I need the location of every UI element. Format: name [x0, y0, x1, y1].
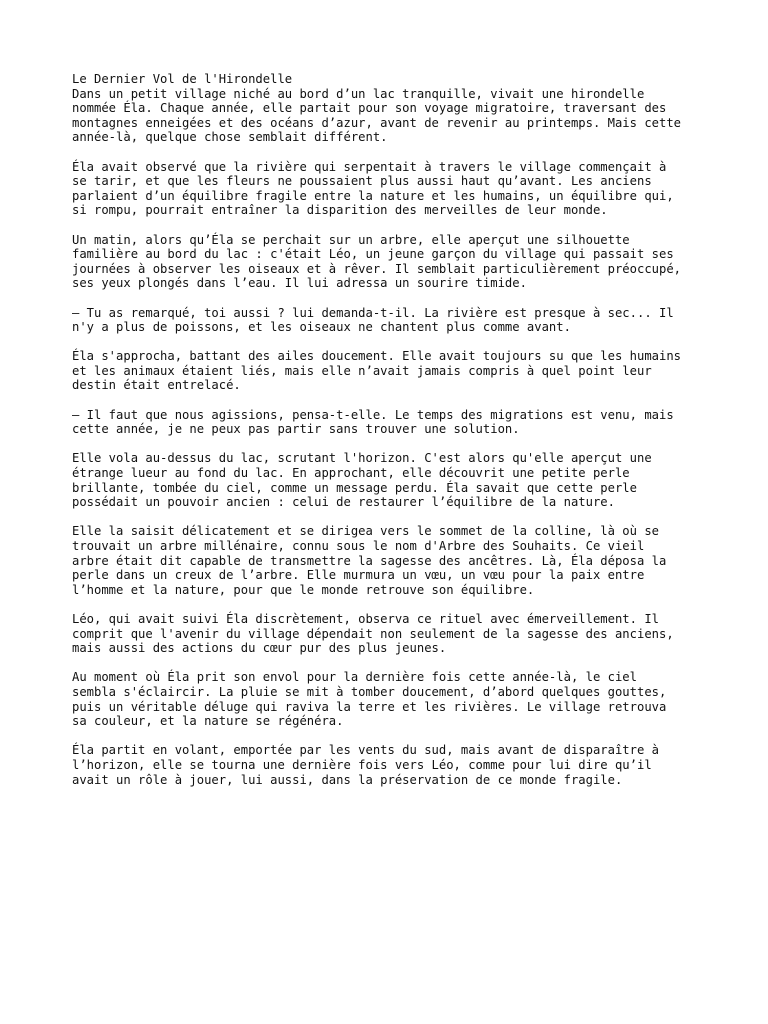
paragraph — [72, 408, 696, 437]
text-line: étrange lueur au fond du lac. En approchant, elle découvrit une petite perle — [72, 466, 630, 481]
paragraph — [72, 87, 696, 145]
text-line: trouvait un arbre millénaire, connu sous le nom d'Arbre des Souhaits. Ce vieil — [72, 539, 645, 553]
text-line: destin était entrelacé. — [72, 378, 241, 393]
text-line: se tarir, et que les fleurs ne poussaient plus aussi haut qu’avant. Les anciens — [72, 174, 652, 189]
paragraph — [72, 306, 696, 335]
text-line: Éla partit en volant, emportée par les vents du sud, mais avant de disparaître à — [72, 743, 659, 758]
text-line: Éla s'approcha, battant des ailes doucement. Elle avait toujours su que les humains — [72, 349, 682, 364]
text-line: familière au bord du lac : c'était Léo, un jeune garçon du village qui passait ses — [72, 247, 674, 262]
text-line: sembla s'éclaircir. La pluie se mit à tomber doucement, d’abord quelques gouttes, — [72, 684, 667, 699]
text-line: arbre était dit capable de transmettre la sagesse des ancêtres. Là, Éla déposa la — [72, 553, 667, 568]
document-body — [72, 87, 696, 788]
text-line: comprit que l'avenir du village dépendait non seulement de la sagesse des anciens, — [72, 626, 674, 641]
text-line: n'y a plus de poissons, et les oiseaux ne chantent plus comme avant. — [72, 320, 571, 335]
text-line: avait un rôle à jouer, lui aussi, dans la préservation de ce monde fragile. — [72, 772, 623, 787]
text-line: montagnes enneigées et des océans d’azur, avant de revenir au printemps. Mais cette — [72, 115, 682, 130]
text-line: parlaient d’un équilibre fragile entre la nature et les humains, un équilibre qui, — [72, 188, 674, 203]
text-line: sa couleur, et la nature se régénéra. — [72, 714, 344, 729]
paragraph — [72, 349, 696, 393]
paragraph — [72, 451, 696, 509]
text-line: Elle vola au-dessus du lac, scrutant l'horizon. C'est alors qu'elle aperçut une — [72, 451, 652, 466]
text-line: nommée Éla. Chaque année, elle partait pour son voyage migratoire, traversant des — [72, 101, 667, 116]
text-line: ses yeux plongés dans l’eau. Il lui adressa un sourire timide. — [72, 276, 527, 291]
document-page — [72, 72, 696, 802]
text-line: Léo, qui avait suivi Éla discrètement, observa ce rituel avec émerveillement. Il — [72, 611, 659, 626]
text-line: possédait un pouvoir ancien : celui de restaurer l’équilibre de la nature. — [72, 495, 615, 510]
document-title: Le Dernier Vol de l'Hirondelle — [72, 72, 293, 86]
text-line: Un matin, alors qu’Éla se perchait sur un arbre, elle aperçut une silhouette — [72, 232, 630, 247]
text-line: puis un véritable déluge qui raviva la terre et les rivières. Le village retrouva — [72, 699, 667, 714]
text-line: Dans un petit village niché au bord d’un lac tranquille, vivait une hirondelle — [72, 86, 645, 101]
paragraph — [72, 612, 696, 656]
text-line: brillante, tombée du ciel, comme un message perdu. Éla savait que cette perle — [72, 480, 637, 495]
text-line: journées à observer les oiseaux et à rêver. Il semblait particulièrement préoccupé, — [72, 261, 682, 276]
paragraph — [72, 670, 696, 728]
text-line: l’homme et la nature, pour que le monde retrouve son équilibre. — [72, 582, 535, 597]
text-line: – Il faut que nous agissions, pensa-t-elle. Le temps des migrations est venu, mais — [72, 407, 674, 422]
paragraph — [72, 743, 696, 787]
text-line: perle dans un creux de l’arbre. Elle murmura un vœu, un vœu pour la paix entre — [72, 568, 645, 583]
text-line: et les animaux étaient liés, mais elle n’avait jamais compris à quel point leur — [72, 363, 652, 378]
text-line: si rompu, pourrait entraîner la disparition des merveilles de leur monde. — [72, 203, 608, 218]
paragraph — [72, 160, 696, 218]
text-line: l’horizon, elle se tourna une dernière fois vers Léo, comme pour lui dire qu’il — [72, 757, 652, 772]
text-line: – Tu as remarqué, toi aussi ? lui demanda-t-il. La rivière est presque à sec... Il — [72, 305, 674, 320]
text-line: cette année, je ne peux pas partir sans trouver une solution. — [72, 422, 520, 437]
text-line: Au moment où Éla prit son envol pour la dernière fois cette année-là, le ciel — [72, 670, 637, 685]
text-line: Elle la saisit délicatement et se dirigea vers le sommet de la colline, là où se — [72, 524, 659, 539]
paragraph — [72, 524, 696, 597]
text-line: année-là, quelque chose semblait différent. — [72, 130, 388, 145]
text-line: Éla avait observé que la rivière qui serpentait à travers le village commençait à — [72, 159, 667, 174]
text-line: mais aussi des actions du cœur pur des plus jeunes. — [72, 641, 447, 656]
paragraph — [72, 233, 696, 291]
